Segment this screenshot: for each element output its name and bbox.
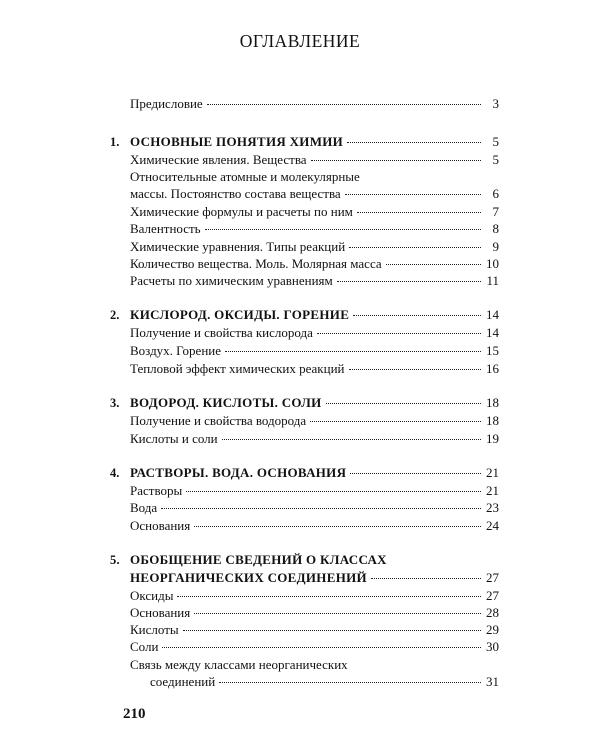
toc-chapter-4[interactable] (110, 464, 499, 482)
toc-entry-page: 18 (486, 413, 499, 428)
toc-entry-preface[interactable] (130, 95, 499, 113)
dot-leader (345, 193, 481, 195)
toc-entry[interactable] (130, 499, 499, 517)
toc-entry-page: 7 (492, 204, 499, 219)
toc-chapter-1[interactable] (110, 133, 499, 151)
toc-entry[interactable] (130, 272, 499, 290)
toc-entry-label: Тепловой эффект химических реакций (130, 361, 345, 376)
toc-entry-page: 9 (492, 239, 499, 254)
toc-entry-page: 23 (486, 500, 499, 515)
toc-entry[interactable] (150, 673, 499, 691)
dot-leader (194, 612, 481, 614)
dot-leader (162, 646, 481, 648)
toc-entry-label-line1: Связь между классами неорганических (130, 657, 348, 672)
chapter-number: 3. (110, 396, 120, 410)
toc-entry-label: Основания (130, 605, 191, 620)
toc-entry-label: соединений (150, 674, 216, 689)
toc-entry[interactable] (130, 324, 499, 342)
chapter-title: НЕОРГАНИЧЕСКИХ СОЕДИНЕНИЙ (130, 570, 367, 585)
toc-entry[interactable] (130, 604, 499, 622)
dot-leader (357, 211, 481, 213)
dot-leader (349, 246, 481, 248)
toc-entry[interactable] (130, 412, 499, 430)
toc-entry-label: массы. Постоянство состава вещества (130, 186, 341, 201)
toc-entry-label: Кислоты (130, 622, 179, 637)
chapter-page: 27 (486, 570, 499, 585)
dot-leader (194, 525, 481, 527)
dot-leader (311, 159, 481, 161)
chapter-number: 5. (110, 553, 120, 567)
dot-leader (347, 141, 481, 143)
toc-entry-page: 14 (486, 325, 499, 340)
chapter-title: ВОДОРОД. КИСЛОТЫ. СОЛИ (130, 395, 322, 410)
chapter-page: 18 (486, 395, 499, 410)
page-number: 210 (123, 706, 146, 722)
dot-leader (225, 350, 481, 352)
toc-entry-page: 8 (492, 221, 499, 236)
dot-leader (205, 228, 481, 230)
toc-entry-label: Кислоты и соли (130, 431, 218, 446)
toc-entry[interactable] (130, 587, 499, 605)
toc-entry[interactable] (130, 185, 499, 203)
dot-leader (186, 490, 481, 492)
toc-entry-page: 21 (486, 483, 499, 498)
toc-entry[interactable] (130, 430, 499, 448)
toc-entry-page: 5 (492, 152, 499, 167)
toc-entry[interactable] (130, 621, 499, 639)
toc-entry-page: 10 (486, 256, 499, 271)
chapter-number: 4. (110, 466, 120, 480)
toc-entry-page: 30 (486, 639, 499, 654)
toc-entry-label: Химические уравнения. Типы реакций (130, 239, 346, 254)
toc-entry-page: 27 (486, 588, 499, 603)
toc-entry-label: Вода (130, 500, 158, 515)
toc-entry-label: Соли (130, 639, 159, 654)
dot-leader (161, 507, 481, 509)
dot-leader (326, 402, 481, 404)
toc-entry-label: Основания (130, 518, 191, 533)
toc-entry-label: Количество вещества. Моль. Молярная масса (130, 256, 382, 271)
chapter-page: 5 (492, 134, 499, 149)
toc-entry[interactable] (130, 638, 499, 656)
toc-entry-page: 28 (486, 605, 499, 620)
toc-entry-label: Воздух. Горение (130, 343, 222, 358)
toc-entry-label: Получение и свойства водорода (130, 413, 307, 428)
dot-leader (353, 314, 481, 316)
chapter-title: РАСТВОРЫ. ВОДА. ОСНОВАНИЯ (130, 465, 347, 480)
dot-leader (371, 577, 481, 579)
toc-entry[interactable] (130, 238, 499, 256)
toc-entry-page: 19 (486, 431, 499, 446)
toc-entry[interactable] (130, 517, 499, 535)
toc-entry-label: Расчеты по химическим уравнениям (130, 273, 333, 288)
toc-entry-page: 29 (486, 622, 499, 637)
dot-leader (222, 438, 481, 440)
dot-leader (337, 280, 481, 282)
toc-entry-page: 11 (486, 273, 499, 288)
dot-leader (310, 420, 481, 422)
chapter-page: 14 (486, 307, 499, 322)
toc-entry-label: Растворы (130, 483, 183, 498)
chapter-page: 21 (486, 465, 499, 480)
toc-entry-label: Валентность (130, 221, 201, 236)
toc-entry-label: Оксиды (130, 588, 174, 603)
toc-entry-page: 31 (486, 674, 499, 689)
dot-leader (317, 332, 481, 334)
dot-leader (219, 681, 481, 683)
toc-chapter-5-line1[interactable] (110, 551, 387, 569)
toc-entry[interactable] (130, 482, 499, 500)
chapter-number: 1. (110, 135, 120, 149)
toc-entry-label: Химические явления. Вещества (130, 152, 307, 167)
dot-leader (177, 595, 481, 597)
toc-chapter-5[interactable] (130, 569, 499, 587)
toc-entry-page: 24 (486, 518, 499, 533)
toc-entry-page: 6 (492, 186, 499, 201)
toc-entry-label: Предисловие (130, 96, 203, 111)
toc-entry-page: 3 (492, 96, 499, 111)
dot-leader (386, 263, 481, 265)
toc-entry-label-line1: Относительные атомные и молекулярные (130, 169, 360, 184)
dot-leader (183, 629, 481, 631)
toc-entry-page: 15 (486, 343, 499, 358)
chapter-title: КИСЛОРОД. ОКСИДЫ. ГОРЕНИЕ (130, 307, 350, 322)
toc-entry[interactable] (130, 220, 499, 238)
toc-entry-label: Химические формулы и расчеты по ним (130, 204, 353, 219)
dot-leader (349, 368, 482, 370)
dot-leader (350, 472, 481, 474)
toc-entry-page: 16 (486, 361, 499, 376)
dot-leader (207, 103, 481, 105)
toc-entry-label: Получение и свойства кислорода (130, 325, 313, 340)
toc-entry[interactable] (130, 151, 499, 169)
toc-entry[interactable] (130, 255, 499, 273)
toc-entry[interactable] (130, 342, 499, 360)
page-title: ОГЛАВЛЕНИЕ (239, 31, 361, 51)
toc-entry[interactable] (130, 203, 499, 221)
toc-entry[interactable] (130, 360, 499, 378)
toc-chapter-2[interactable] (110, 306, 499, 324)
chapter-title-line1: ОБОБЩЕНИЕ СВЕДЕНИЙ О КЛАССАХ (130, 552, 387, 567)
chapter-number: 2. (110, 308, 120, 322)
chapter-title: ОСНОВНЫЕ ПОНЯТИЯ ХИМИИ (130, 134, 344, 149)
toc-chapter-3[interactable] (110, 394, 499, 412)
